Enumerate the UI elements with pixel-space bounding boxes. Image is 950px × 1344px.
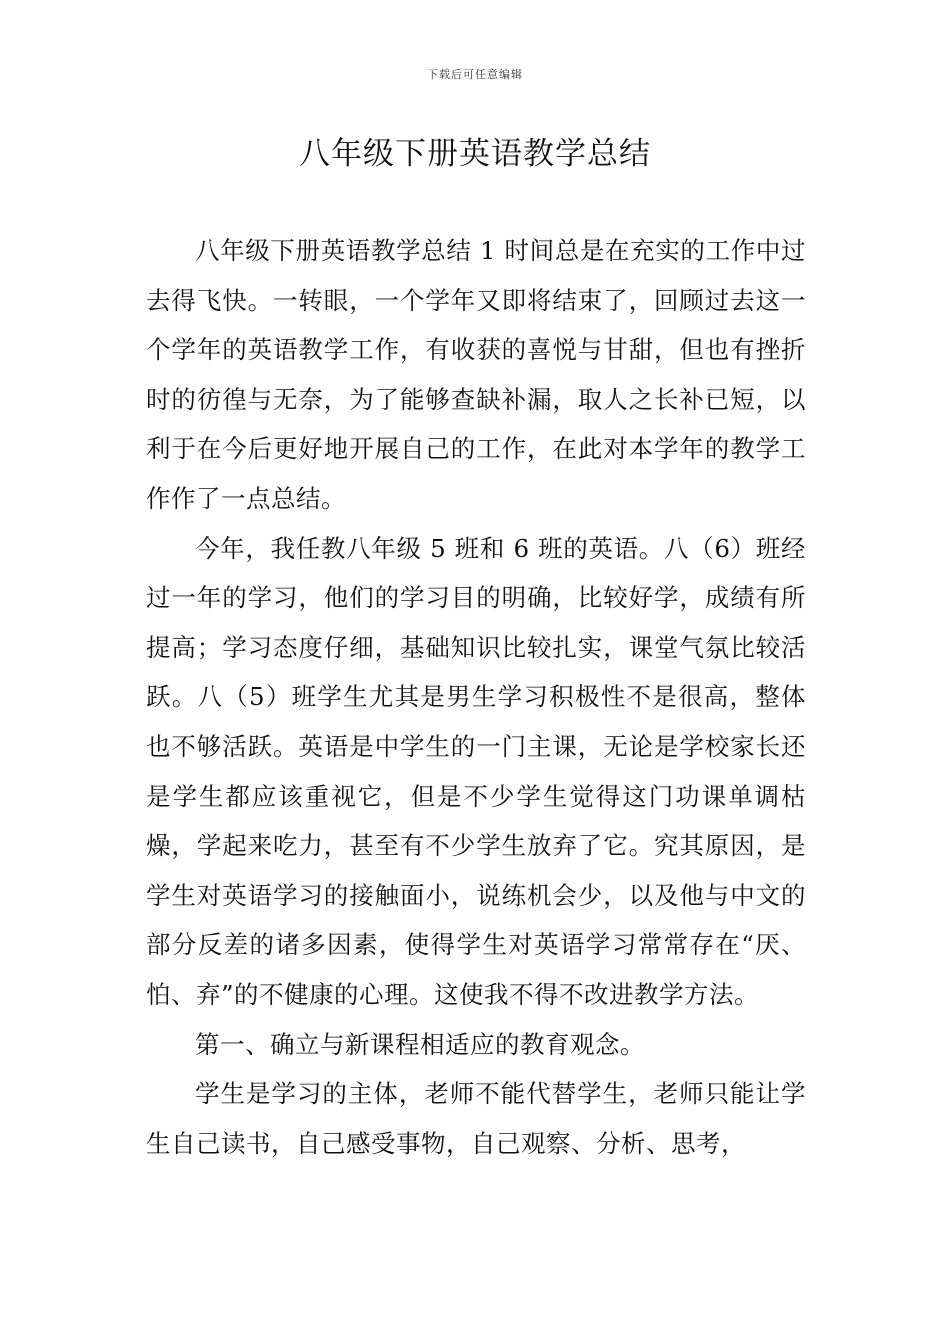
paragraph: 八年级下册英语教学总结 1 时间总是在充实的工作中过去得飞快。一转眼，一个学年又即将结束了，回顾过去这一个学年的英语教学工作，有收获的喜悦与甘甜，但也有挫折时的彷徨与无奈，为了能够查缺补漏，取人之长补已短，以利于在今后更好地开展自己的工作，在此对本学年的教学工作作了一点总结。 <box>146 236 806 513</box>
document-body <box>146 226 806 1168</box>
paragraph: 第一、确立与新课程相适应的教育观念。 <box>195 1029 645 1059</box>
paragraph: 学生是学习的主体，老师不能代替学生，老师只能让学生自己读书，自己感受事物，自己观察、分析、思考， <box>146 1079 806 1158</box>
paragraph: 今年，我任教八年级 5 班和 6 班的英语。八（6）班经过一年的学习，他们的学习目的明确，比较好学，成绩有所提高；学习态度仔细，基础知识比较扎实，课堂气氛比较活跃。八（5）班学生尤其是男生学习积极性不是很高，整体也不够活跃。英语是中学生的一门主课，无论是学校家长还是学生都应该重视它，但是不少学生觉得这门功课单调枯燥，学起来吃力，甚至有不少学生放弃了它。究其原因，是学生对英语学习的接触面小，说练机会少，以及他与中文的部分反差的诸多因素，使得学生对英语学习常常存在“厌、怕、弃”的不健康的心理。这使我不得不改进教学方法。 <box>146 533 806 1009</box>
header-note: 下载后可任意编辑 <box>427 68 523 81</box>
document-title: 八年级下册英语教学总结 <box>299 136 651 172</box>
